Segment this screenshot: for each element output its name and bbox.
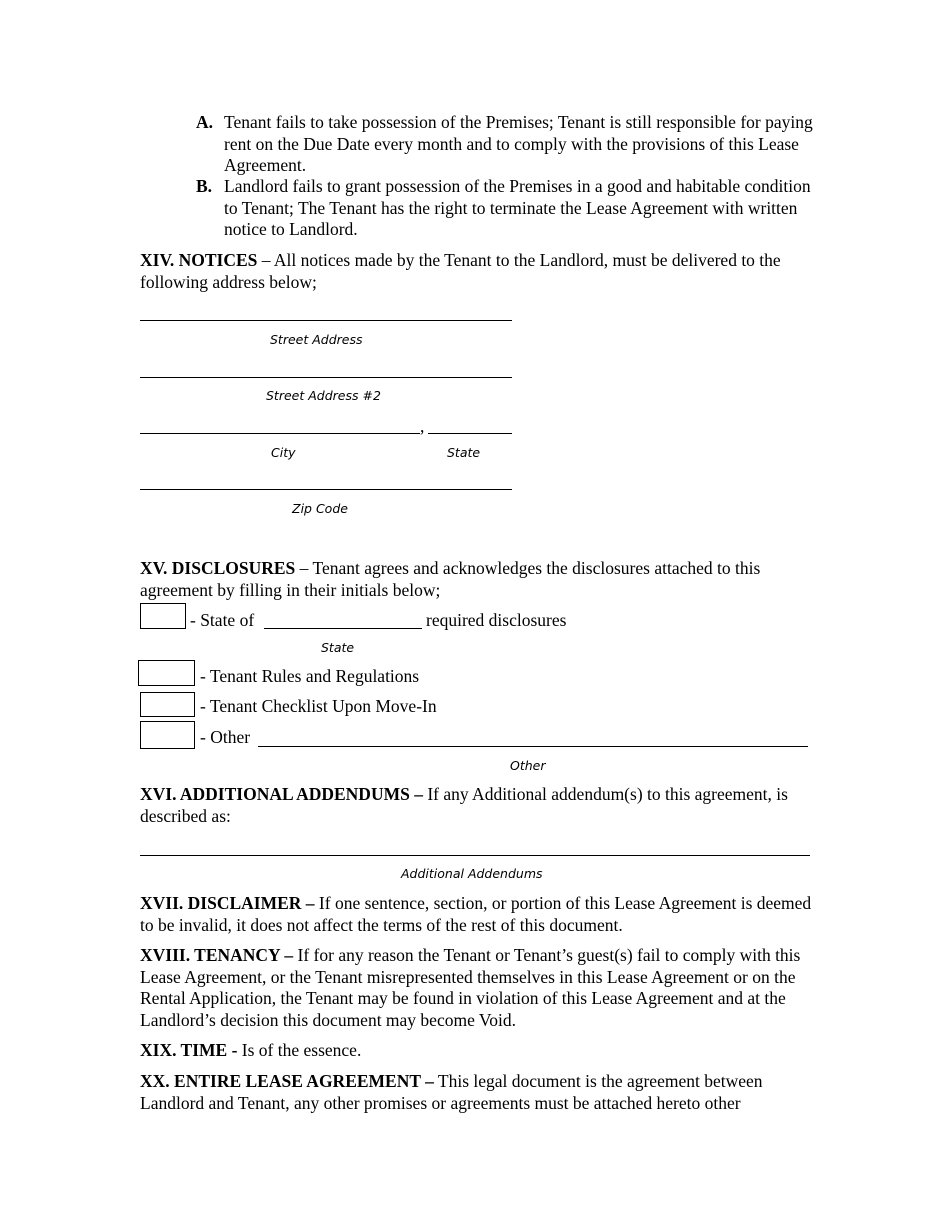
- time-heading: XIX. TIME -: [140, 1040, 238, 1060]
- disclosures-section: [140, 558, 820, 601]
- addendums-label: Additional Addendums: [401, 866, 543, 881]
- item-b-letter: B.: [196, 176, 213, 196]
- disclosure-state-label: State: [321, 640, 355, 655]
- notices-heading: XIV. NOTICES: [140, 250, 258, 270]
- addendums-section: [140, 784, 820, 827]
- other-label: Other: [510, 758, 546, 773]
- entire-text: This legal document is the agreement between Landlord and Tenant, any other promises or agreements must be attached hereto other: [140, 1071, 763, 1113]
- addendums-field[interactable]: [140, 855, 810, 856]
- addendums-heading: XVI. ADDITIONAL ADDENDUMS –: [140, 784, 423, 804]
- disclosures-text: – Tenant agrees and acknowledges the disclosures attached to this agreement by filling in their initials below;: [140, 558, 761, 600]
- time-text: Is of the essence.: [237, 1040, 362, 1060]
- addendums-text: If any Additional addendum(s) to this agreement, is described as:: [140, 784, 788, 826]
- street-address-field[interactable]: [140, 320, 512, 321]
- other-initials-box[interactable]: [140, 721, 195, 749]
- notices-text: – All notices made by the Tenant to the Landlord, must be delivered to the following address below;: [140, 250, 781, 292]
- time-section: [140, 1040, 820, 1062]
- disclaimer-text: If one sentence, section, or portion of this Lease Agreement is deemed to be invalid, it does not affect the terms of the rest of this document.: [140, 893, 812, 935]
- street-address-2-label: Street Address #2: [266, 388, 381, 403]
- entire-agreement-section: [140, 1071, 820, 1114]
- state-of-prefix: - State of: [190, 610, 255, 630]
- item-b-text: Landlord fails to grant possession of the Premises in a good and habitable condition to Tenant; The Tenant has the right to terminate the Lease Agreement with written notice to Landlord.: [224, 176, 811, 239]
- state-label: State: [447, 445, 481, 460]
- checklist-label: - Tenant Checklist Upon Move-In: [200, 696, 437, 716]
- state-of-suffix: required disclosures: [426, 610, 567, 630]
- city-state-comma: ,: [420, 416, 425, 436]
- rules-initials-box[interactable]: [138, 660, 195, 686]
- entire-heading: XX. ENTIRE LEASE AGREEMENT –: [140, 1071, 434, 1091]
- disclosure-state-field[interactable]: [264, 628, 422, 629]
- street-address-label: Street Address: [270, 332, 363, 347]
- other-prefix: - Other: [200, 727, 251, 747]
- disclosures-heading: XV. DISCLOSURES: [140, 558, 296, 578]
- item-a-letter: A.: [196, 112, 214, 132]
- city-label: City: [271, 445, 296, 460]
- street-address-2-field[interactable]: [140, 377, 512, 378]
- state-field[interactable]: [428, 433, 512, 434]
- checklist-initials-box[interactable]: [140, 692, 195, 717]
- state-disclosure-initials-box[interactable]: [140, 603, 186, 629]
- tenancy-text: If for any reason the Tenant or Tenant’s guest(s) fail to comply with this Lease Agreement, or the Tenant misrepresented themselves in this Lease Agreement or on the Rental Application, the Tenant may be found in violation of this Lease Agreement and at the Landlord’s decision this document may become Void.: [140, 945, 801, 1030]
- item-a-text: Tenant fails to take possession of the Premises; Tenant is still responsible for paying rent on the Due Date every month and to comply with the provisions of this Lease Agreement.: [224, 112, 813, 175]
- tenancy-section: [140, 945, 820, 1031]
- other-disclosure-field[interactable]: [258, 746, 808, 747]
- notices-section: [140, 250, 820, 293]
- zip-code-label: Zip Code: [292, 501, 348, 516]
- tenancy-heading: XVIII. TENANCY –: [140, 945, 294, 965]
- disclaimer-section: [140, 893, 820, 936]
- zip-code-field[interactable]: [140, 489, 512, 490]
- disclaimer-heading: XVII. DISCLAIMER –: [140, 893, 315, 913]
- city-field[interactable]: [140, 433, 420, 434]
- rules-label: - Tenant Rules and Regulations: [200, 666, 420, 686]
